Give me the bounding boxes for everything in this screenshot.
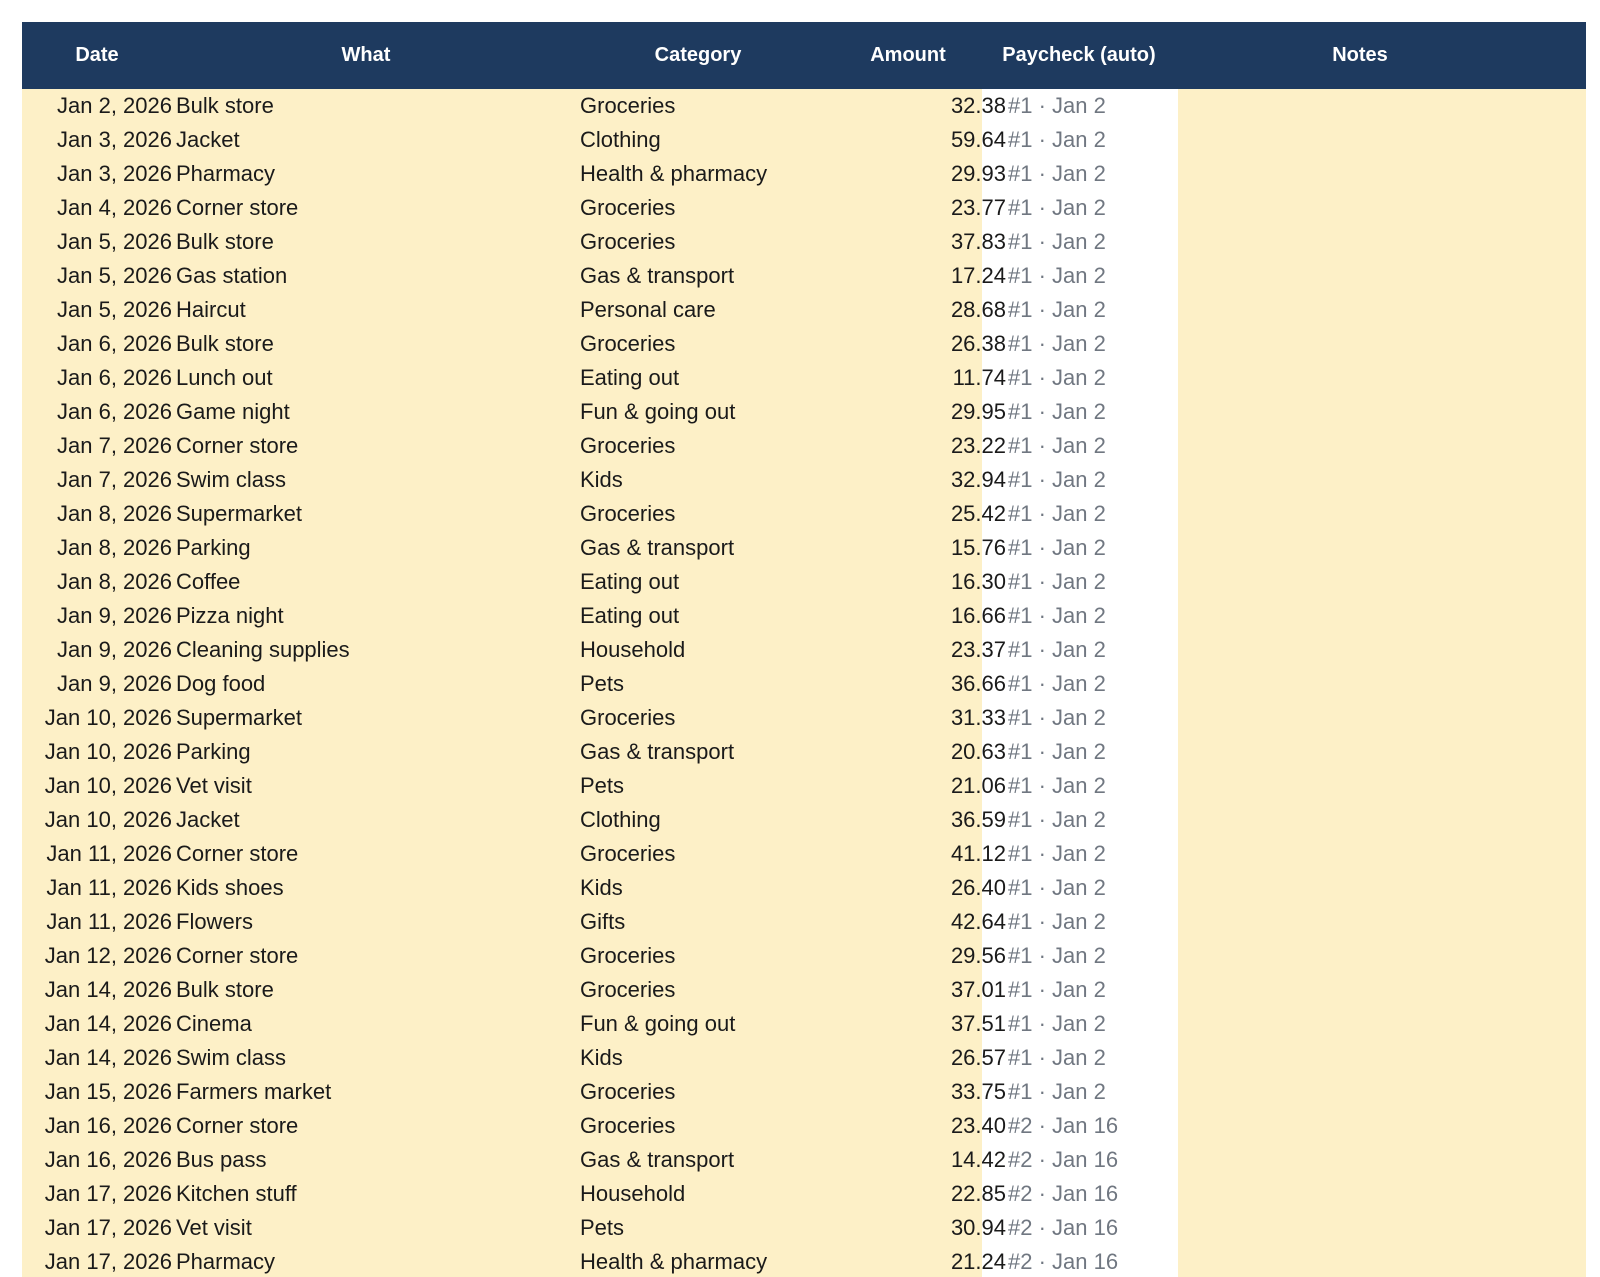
date-cell[interactable]: Jan 12, 2026 — [44, 943, 172, 968]
what-cell[interactable]: Pharmacy — [176, 161, 276, 186]
date-cell[interactable]: Jan 11, 2026 — [46, 875, 172, 900]
what-cell[interactable]: Parking — [176, 535, 251, 560]
notes-cell[interactable] — [1210, 361, 1586, 395]
paycheck-cell: #1 · Jan 2 — [1008, 1079, 1106, 1104]
paycheck-cell: #1 · Jan 2 — [1008, 909, 1106, 934]
date-cell[interactable]: Jan 2, 2026 — [57, 93, 172, 118]
paycheck-cell: #2 · Jan 16 — [1008, 1147, 1119, 1172]
table-row — [22, 939, 1586, 973]
paycheck-cell: #1 · Jan 2 — [1008, 535, 1106, 560]
amount-cell[interactable]: 37.83 — [950, 229, 1006, 254]
category-cell[interactable]: Eating out — [580, 365, 680, 390]
amount-cell[interactable]: 29.56 — [950, 943, 1006, 968]
what-cell[interactable]: Pharmacy — [176, 1249, 276, 1274]
table-row — [22, 871, 1586, 905]
table-row — [22, 905, 1586, 939]
paycheck-cell: #1 · Jan 2 — [1008, 807, 1106, 832]
table-row — [22, 1245, 1586, 1277]
notes-cell[interactable] — [1210, 429, 1586, 463]
amount-cell[interactable]: 16.66 — [950, 603, 1006, 628]
what-cell[interactable]: Pizza night — [176, 603, 284, 628]
what-cell[interactable]: Haircut — [176, 297, 246, 322]
notes-cell[interactable] — [1210, 123, 1586, 157]
amount-cell[interactable]: 20.63 — [950, 739, 1006, 764]
table-row — [22, 1109, 1586, 1143]
category-cell[interactable]: Eating out — [580, 603, 680, 628]
table-row — [22, 1177, 1586, 1211]
what-cell[interactable]: Swim class — [176, 467, 287, 492]
paycheck-cell: #1 · Jan 2 — [1008, 637, 1106, 662]
category-cell[interactable]: Groceries — [580, 93, 676, 118]
date-cell[interactable]: Jan 9, 2026 — [57, 671, 172, 696]
notes-cell[interactable] — [1210, 735, 1586, 769]
paycheck-cell: #1 · Jan 2 — [1008, 1045, 1106, 1070]
what-cell[interactable]: Coffee — [176, 569, 241, 594]
date-cell[interactable]: Jan 15, 2026 — [44, 1079, 172, 1104]
table-row — [22, 769, 1586, 803]
notes-cell[interactable] — [1210, 1143, 1586, 1177]
category-cell[interactable]: Groceries — [580, 705, 676, 730]
category-cell[interactable]: Pets — [580, 671, 625, 696]
paycheck-cell: #1 · Jan 2 — [1008, 875, 1106, 900]
date-cell[interactable]: Jan 8, 2026 — [57, 501, 172, 526]
date-cell[interactable]: Jan 8, 2026 — [57, 569, 172, 594]
amount-cell[interactable]: 21.24 — [950, 1249, 1006, 1274]
date-cell[interactable]: Jan 9, 2026 — [57, 637, 172, 662]
date-cell[interactable]: Jan 3, 2026 — [57, 161, 172, 186]
what-cell[interactable]: Kitchen stuff — [176, 1181, 297, 1206]
category-cell[interactable]: Groceries — [580, 229, 676, 254]
paycheck-cell: #1 · Jan 2 — [1008, 1011, 1106, 1036]
table-row — [22, 735, 1586, 769]
category-cell[interactable]: Personal care — [580, 297, 716, 322]
notes-cell[interactable] — [1210, 89, 1586, 123]
amount-cell[interactable]: 11.74 — [952, 365, 1006, 390]
what-cell[interactable]: Vet visit — [176, 773, 252, 798]
notes-cell[interactable] — [1210, 531, 1586, 565]
date-cell[interactable]: Jan 14, 2026 — [44, 977, 172, 1002]
what-cell[interactable]: Corner store — [176, 1113, 299, 1138]
what-cell[interactable]: Cleaning supplies — [176, 637, 350, 662]
header-row — [22, 22, 1586, 89]
category-cell[interactable]: Groceries — [580, 501, 676, 526]
amount-cell[interactable]: 59.64 — [950, 127, 1006, 152]
notes-cell[interactable] — [1210, 871, 1586, 905]
notes-cell[interactable] — [1210, 293, 1586, 327]
table-row — [22, 633, 1586, 667]
date-cell[interactable]: Jan 3, 2026 — [57, 127, 172, 152]
what-cell[interactable]: Supermarket — [176, 501, 302, 526]
date-cell[interactable]: Jan 9, 2026 — [57, 603, 172, 628]
what-cell[interactable]: Bulk store — [176, 331, 274, 356]
notes-cell[interactable] — [1210, 157, 1586, 191]
what-cell[interactable]: Jacket — [176, 807, 240, 832]
table-row — [22, 89, 1586, 123]
category-cell[interactable]: Kids — [580, 467, 623, 492]
table-row — [22, 429, 1586, 463]
notes-cell[interactable] — [1210, 1177, 1586, 1211]
date-cell[interactable]: Jan 16, 2026 — [44, 1147, 172, 1172]
date-cell[interactable]: Jan 5, 2026 — [57, 297, 172, 322]
what-cell[interactable]: Bus pass — [176, 1147, 267, 1172]
amount-cell[interactable]: 33.75 — [950, 1079, 1006, 1104]
paycheck-cell: #1 · Jan 2 — [1008, 467, 1106, 492]
what-cell[interactable]: Jacket — [176, 127, 240, 152]
what-cell[interactable]: Bulk store — [176, 977, 274, 1002]
amount-cell[interactable]: 21.06 — [950, 773, 1006, 798]
category-cell[interactable]: Groceries — [580, 841, 676, 866]
amount-cell[interactable]: 26.57 — [950, 1045, 1006, 1070]
paycheck-cell: #1 · Jan 2 — [1008, 433, 1106, 458]
what-cell[interactable]: Lunch out — [176, 365, 273, 390]
what-cell[interactable]: Corner store — [176, 195, 299, 220]
date-cell[interactable]: Jan 10, 2026 — [44, 807, 172, 832]
date-cell[interactable]: Jan 7, 2026 — [57, 467, 172, 492]
notes-cell[interactable] — [1210, 191, 1586, 225]
column-header-date[interactable]: Date — [75, 44, 119, 66]
amount-cell[interactable]: 32.94 — [950, 467, 1006, 492]
date-cell[interactable]: Jan 17, 2026 — [44, 1215, 172, 1240]
notes-cell[interactable] — [1210, 633, 1586, 667]
paycheck-cell: #1 · Jan 2 — [1008, 569, 1106, 594]
category-cell[interactable]: Groceries — [580, 977, 676, 1002]
paycheck-cell: #2 · Jan 16 — [1008, 1113, 1119, 1138]
what-cell[interactable]: Corner store — [176, 943, 299, 968]
table-row — [22, 1075, 1586, 1109]
date-cell[interactable]: Jan 8, 2026 — [57, 535, 172, 560]
amount-cell[interactable]: 23.22 — [950, 433, 1006, 458]
category-cell[interactable]: Health & pharmacy — [580, 161, 768, 186]
what-cell[interactable]: Corner store — [176, 841, 299, 866]
column-header-notes[interactable]: Notes — [1332, 44, 1388, 66]
paycheck-cell: #1 · Jan 2 — [1008, 977, 1106, 1002]
notes-cell[interactable] — [1210, 463, 1586, 497]
notes-cell[interactable] — [1210, 1007, 1586, 1041]
date-cell[interactable]: Jan 16, 2026 — [44, 1113, 172, 1138]
what-cell[interactable]: Bulk store — [176, 229, 274, 254]
date-cell[interactable]: Jan 10, 2026 — [44, 705, 172, 730]
amount-cell[interactable]: 36.66 — [950, 671, 1006, 696]
table-row — [22, 701, 1586, 735]
category-cell[interactable]: Kids — [580, 1045, 623, 1070]
date-cell[interactable]: Jan 6, 2026 — [57, 399, 172, 424]
amount-cell[interactable]: 29.95 — [950, 399, 1006, 424]
table-row — [22, 293, 1586, 327]
paycheck-cell: #1 · Jan 2 — [1008, 297, 1106, 322]
table-row — [22, 157, 1586, 191]
notes-cell[interactable] — [1210, 939, 1586, 973]
paycheck-cell: #1 · Jan 2 — [1008, 501, 1106, 526]
category-cell[interactable]: Eating out — [580, 569, 680, 594]
table-row — [22, 667, 1586, 701]
notes-cell[interactable] — [1210, 769, 1586, 803]
what-cell[interactable]: Dog food — [176, 671, 266, 696]
date-cell[interactable]: Jan 14, 2026 — [44, 1045, 172, 1070]
amount-cell[interactable]: 31.33 — [950, 705, 1006, 730]
amount-cell[interactable]: 30.94 — [950, 1215, 1006, 1240]
amount-cell[interactable]: 26.40 — [950, 875, 1006, 900]
category-cell[interactable]: Groceries — [580, 195, 676, 220]
table-row — [22, 1041, 1586, 1075]
paycheck-cell: #1 · Jan 2 — [1008, 93, 1106, 118]
table-row — [22, 463, 1586, 497]
paycheck-cell: #2 · Jan 16 — [1008, 1181, 1119, 1206]
paycheck-cell: #1 · Jan 2 — [1008, 705, 1106, 730]
category-cell[interactable]: Groceries — [580, 1079, 676, 1104]
notes-cell[interactable] — [1210, 259, 1586, 293]
paycheck-cell: #1 · Jan 2 — [1008, 773, 1106, 798]
category-cell[interactable]: Household — [580, 1181, 686, 1206]
notes-cell[interactable] — [1210, 973, 1586, 1007]
amount-cell[interactable]: 32.38 — [950, 93, 1006, 118]
amount-cell[interactable]: 28.68 — [950, 297, 1006, 322]
date-cell[interactable]: Jan 6, 2026 — [57, 365, 172, 390]
category-cell[interactable]: Health & pharmacy — [580, 1249, 768, 1274]
table-row — [22, 837, 1586, 871]
what-cell[interactable]: Bulk store — [176, 93, 274, 118]
notes-cell[interactable] — [1210, 837, 1586, 871]
table-row — [22, 191, 1586, 225]
notes-cell[interactable] — [1210, 225, 1586, 259]
amount-cell[interactable]: 23.77 — [950, 195, 1006, 220]
paycheck-cell: #1 · Jan 2 — [1008, 943, 1106, 968]
table-row — [22, 1211, 1586, 1245]
paycheck-cell: #1 · Jan 2 — [1008, 739, 1106, 764]
table-row — [22, 259, 1586, 293]
date-cell[interactable]: Jan 17, 2026 — [44, 1181, 172, 1206]
amount-cell[interactable]: 42.64 — [950, 909, 1006, 934]
table-row — [22, 565, 1586, 599]
what-cell[interactable]: Cinema — [176, 1011, 252, 1036]
table-rows — [22, 89, 1586, 1277]
amount-cell[interactable]: 23.37 — [950, 637, 1006, 662]
paycheck-cell: #2 · Jan 16 — [1008, 1249, 1119, 1274]
category-cell[interactable]: Pets — [580, 1215, 625, 1240]
what-cell[interactable]: Swim class — [176, 1045, 287, 1070]
category-cell[interactable]: Gas & transport — [580, 739, 735, 764]
amount-cell[interactable]: 15.76 — [950, 535, 1006, 560]
table-row — [22, 1007, 1586, 1041]
paycheck-cell: #2 · Jan 16 — [1008, 1215, 1119, 1240]
notes-cell[interactable] — [1210, 803, 1586, 837]
category-cell[interactable]: Groceries — [580, 1113, 676, 1138]
what-cell[interactable]: Flowers — [176, 909, 254, 934]
amount-cell[interactable]: 37.01 — [950, 977, 1006, 1002]
date-cell[interactable]: Jan 10, 2026 — [44, 773, 172, 798]
amount-cell[interactable]: 17.24 — [950, 263, 1006, 288]
paycheck-cell: #1 · Jan 2 — [1008, 263, 1106, 288]
table-row — [22, 327, 1586, 361]
paycheck-cell: #1 · Jan 2 — [1008, 229, 1106, 254]
what-cell[interactable]: Vet visit — [176, 1215, 252, 1240]
table-row — [22, 803, 1586, 837]
table-row — [22, 395, 1586, 429]
table-row — [22, 973, 1586, 1007]
notes-cell[interactable] — [1210, 1109, 1586, 1143]
amount-cell[interactable]: 37.51 — [950, 1011, 1006, 1036]
column-header-amount[interactable]: Amount — [870, 44, 946, 66]
category-cell[interactable]: Gas & transport — [580, 263, 735, 288]
date-cell[interactable]: Jan 5, 2026 — [57, 229, 172, 254]
paycheck-cell: #1 · Jan 2 — [1008, 671, 1106, 696]
category-cell[interactable]: Groceries — [580, 433, 676, 458]
amount-cell[interactable]: 41.12 — [950, 841, 1006, 866]
table-row — [22, 123, 1586, 157]
date-cell[interactable]: Jan 5, 2026 — [57, 263, 172, 288]
what-cell[interactable]: Game night — [176, 399, 290, 424]
category-cell[interactable]: Gas & transport — [580, 535, 735, 560]
amount-cell[interactable]: 22.85 — [950, 1181, 1006, 1206]
paycheck-cell: #1 · Jan 2 — [1008, 365, 1106, 390]
date-cell[interactable]: Jan 17, 2026 — [44, 1249, 172, 1274]
what-cell[interactable]: Supermarket — [176, 705, 302, 730]
notes-cell[interactable] — [1210, 327, 1586, 361]
notes-cell[interactable] — [1210, 565, 1586, 599]
category-cell[interactable]: Household — [580, 637, 686, 662]
category-cell[interactable]: Kids — [580, 875, 623, 900]
paycheck-cell: #1 · Jan 2 — [1008, 195, 1106, 220]
table-row — [22, 1143, 1586, 1177]
table-row — [22, 225, 1586, 259]
table-row — [22, 599, 1586, 633]
date-cell[interactable]: Jan 6, 2026 — [57, 331, 172, 356]
notes-cell[interactable] — [1210, 395, 1586, 429]
amount-cell[interactable]: 29.93 — [950, 161, 1006, 186]
notes-cell[interactable] — [1210, 1075, 1586, 1109]
category-cell[interactable]: Clothing — [580, 127, 661, 152]
amount-cell[interactable]: 16.30 — [950, 569, 1006, 594]
notes-cell[interactable] — [1210, 1041, 1586, 1075]
table-row — [22, 497, 1586, 531]
amount-cell[interactable]: 23.40 — [950, 1113, 1006, 1138]
what-cell[interactable]: Gas station — [176, 263, 288, 288]
date-cell[interactable]: Jan 7, 2026 — [57, 433, 172, 458]
notes-cell[interactable] — [1210, 1211, 1586, 1245]
table-row — [22, 361, 1586, 395]
column-header-what[interactable]: What — [341, 44, 391, 66]
what-cell[interactable]: Farmers market — [176, 1079, 332, 1104]
notes-cell[interactable] — [1210, 905, 1586, 939]
paycheck-cell: #1 · Jan 2 — [1008, 161, 1106, 186]
amount-cell[interactable]: 25.42 — [950, 501, 1006, 526]
date-cell[interactable]: Jan 11, 2026 — [46, 841, 172, 866]
table-row — [22, 531, 1586, 565]
category-cell[interactable]: Fun & going out — [580, 1011, 736, 1036]
what-cell[interactable]: Corner store — [176, 433, 299, 458]
paycheck-cell: #1 · Jan 2 — [1008, 399, 1106, 424]
amount-cell[interactable]: 14.42 — [950, 1147, 1006, 1172]
notes-cell[interactable] — [1210, 701, 1586, 735]
category-cell[interactable]: Fun & going out — [580, 399, 736, 424]
expense-sheet — [22, 22, 1586, 1277]
date-cell[interactable]: Jan 4, 2026 — [57, 195, 172, 220]
notes-cell[interactable] — [1210, 599, 1586, 633]
category-cell[interactable]: Groceries — [580, 943, 676, 968]
what-cell[interactable]: Parking — [176, 739, 251, 764]
paycheck-cell: #1 · Jan 2 — [1008, 127, 1106, 152]
what-cell[interactable]: Kids shoes — [176, 875, 284, 900]
amount-cell[interactable]: 26.38 — [950, 331, 1006, 356]
category-cell[interactable]: Gifts — [580, 909, 626, 934]
notes-cell[interactable] — [1210, 1245, 1586, 1277]
notes-cell[interactable] — [1210, 667, 1586, 701]
category-cell[interactable]: Clothing — [580, 807, 661, 832]
category-cell[interactable]: Pets — [580, 773, 625, 798]
column-header-paycheck[interactable]: Paycheck (auto) — [1002, 44, 1156, 66]
date-cell[interactable]: Jan 14, 2026 — [44, 1011, 172, 1036]
paycheck-cell: #1 · Jan 2 — [1008, 331, 1106, 356]
paycheck-cell: #1 · Jan 2 — [1008, 841, 1106, 866]
notes-cell[interactable] — [1210, 497, 1586, 531]
table-body — [22, 89, 1586, 1277]
column-header-category[interactable]: Category — [654, 44, 742, 66]
amount-cell[interactable]: 36.59 — [950, 807, 1006, 832]
date-cell[interactable]: Jan 10, 2026 — [44, 739, 172, 764]
paycheck-cell: #1 · Jan 2 — [1008, 603, 1106, 628]
category-cell[interactable]: Gas & transport — [580, 1147, 735, 1172]
date-cell[interactable]: Jan 11, 2026 — [46, 909, 172, 934]
category-cell[interactable]: Groceries — [580, 331, 676, 356]
